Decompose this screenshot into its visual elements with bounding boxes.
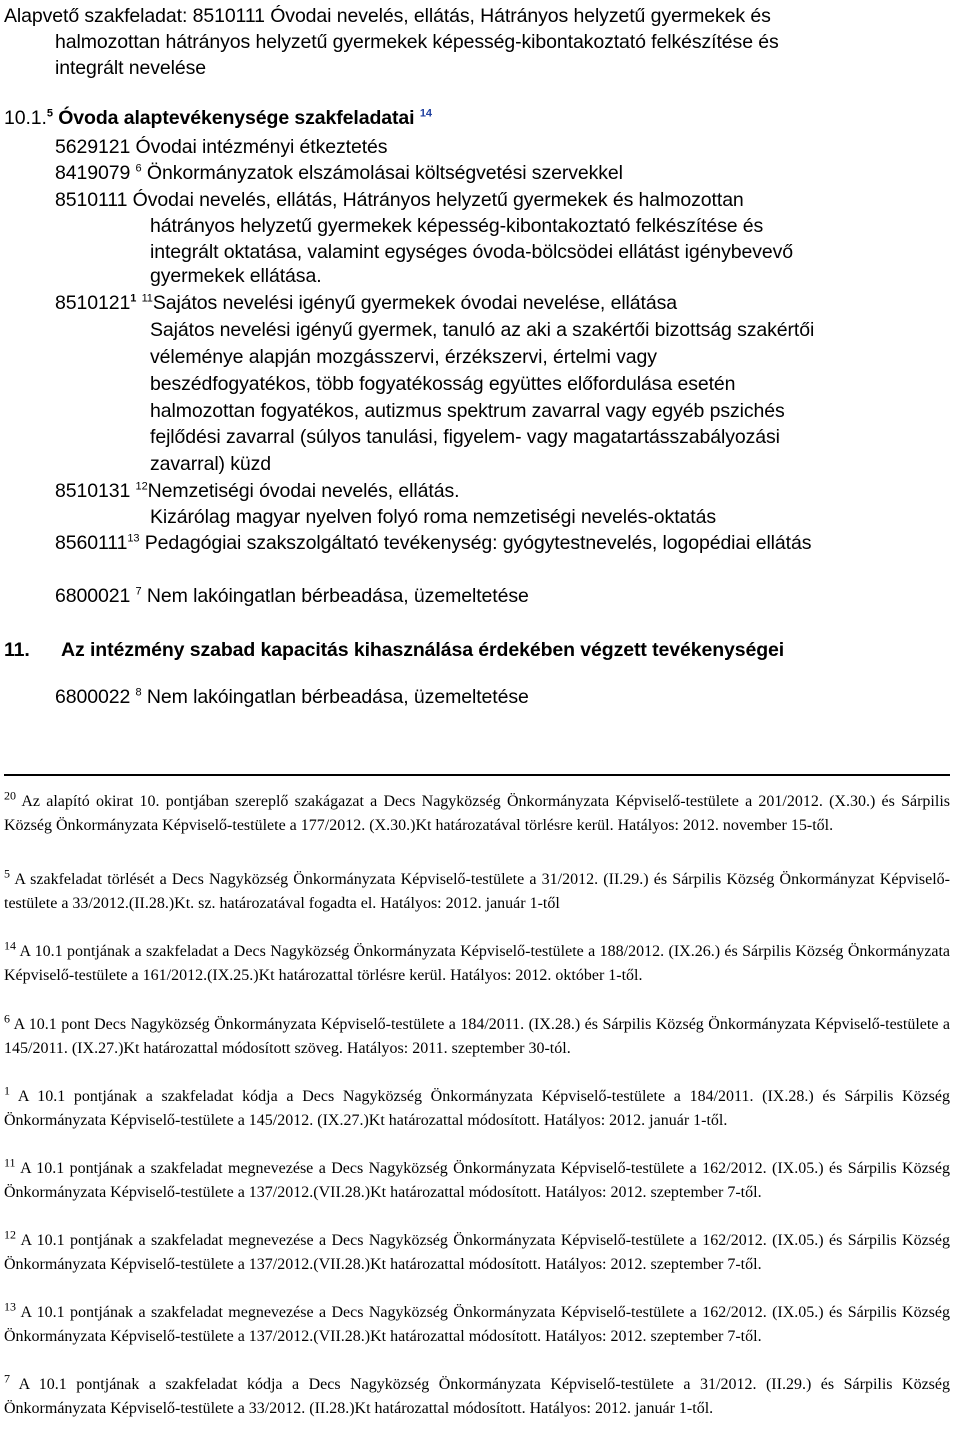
footnote-mark: 12 xyxy=(135,480,148,493)
item-8510121-line-2: véleménye alapján mozgásszervi, érzékszervi, értelmi vagy xyxy=(150,346,657,368)
footnote-13: $^{13}$ A 10.1 pontjának a szakfeladat megnevezése a Decs Nagyközség Önkormányzata Képviselő-testülete a 162/2012. (IX.05.) és Sárpilis Község Önkormányzata Képviselő-testülete a 137/2012.(VII.28.)Kt határozattal módosított. Hatályos: 2012. szeptember 7-től. xyxy=(4,1299,950,1345)
footnote-14: $^{14}$ A 10.1 pontjának a szakfeladat a Decs Nagyközség Önkormányzata Képviselő-testülete a 188/2012. (IX.26.) és Sárpilis Község Önkormányzata Képviselő-testülete a 161/2012.(IX.25.)Kt határozattal törlésre kerül. Hatályos: 2012. október 1-től. xyxy=(4,938,950,984)
footnote-6: $^6$ A 10.1 pont Decs Nagyközség Önkormányzata Képviselő-testülete a 184/2011. (IX.28.) és Sárpilis Község Önkormányzata Képviselő-testülete a 145/2011. (IX.27.)Kt határozattal módosított szöveg. Hatályos: 2011. szeptember 30-tól. xyxy=(4,1011,950,1057)
item-8510121-line-1: Sajátos nevelési igényű gyermek, tanuló az aki a szakértői bizottság szakértői xyxy=(150,319,815,341)
footnote-mark: 8 xyxy=(135,686,142,699)
footnote-number: 6 xyxy=(4,1011,10,1026)
footnote-number: 5 xyxy=(4,866,10,881)
header-line-1: Alapvető szakfeladat: 8510111 Óvodai nevelés, ellátás, Hátrányos helyzetű gyermekek és xyxy=(4,5,771,27)
item-8510121-line-6: zavarral) küzd xyxy=(150,453,272,475)
item-8510121: 8510121$^1$ $^{11}$Sajátos nevelési igényű gyermekek óvodai nevelése, ellátása xyxy=(55,292,677,314)
section-10-footnote-mark-b: 14 xyxy=(419,107,432,120)
footnote-mark: 11 xyxy=(141,292,153,305)
footnote-mark: 6 xyxy=(135,162,142,175)
footnote-number: 1 xyxy=(4,1083,10,1098)
item-8510111: 8510111 Óvodai nevelés, ellátás, Hátrányos helyzetű gyermekek és halmozottan xyxy=(55,189,744,211)
item-8510131-subline: Kizárólag magyar nyelven folyó roma nemzetiségi nevelés-oktatás xyxy=(150,506,716,528)
footnote-12: $^{12}$ A 10.1 pontjának a szakfeladat megnevezése a Decs Nagyközség Önkormányzata Képviselő-testülete a 162/2012. (IX.05.) és Sárpilis Község Önkormányzata Képviselő-testülete a 137/2012.(VII.28.)Kt határozattal módosított. Hatályos: 2012. szeptember 7-től. xyxy=(4,1227,950,1273)
footnote-separator xyxy=(4,774,950,776)
section-11-number: 11. xyxy=(4,639,30,661)
header-line-2: halmozottan hátrányos helyzetű gyermekek képesség-kibontakoztató felkészítése és xyxy=(55,31,779,53)
footnote-mark: 7 xyxy=(135,585,142,598)
item-8510131: 8510131 $^{12}$Nemzetiségi óvodai nevelés, ellátás. xyxy=(55,480,460,502)
item-5629121: 5629121 Óvodai intézményi étkeztetés xyxy=(55,136,388,158)
footnote-mark: 13 xyxy=(127,532,140,545)
item-8419079: 8419079 $^6$ Önkormányzatok elszámolásai költségvetési szervekkel xyxy=(55,162,623,184)
footnote-number: 7 xyxy=(4,1371,10,1386)
footnote-number: 20 xyxy=(4,788,16,803)
footnote-5: $^5$ A szakfeladat törlését a Decs Nagyközség Önkormányzata Képviselő-testülete a 31/2012. (II.29.) és Sárpilis Község Önkormányzat Képviselő-testülete a 33/2012.(II.28.)Kt. sz. határozatával fogadta el. Hatályos: 2012. január 1-től xyxy=(4,866,950,912)
footnote-number: 14 xyxy=(4,938,16,953)
header-line-3: integrált nevelése xyxy=(55,57,207,79)
section-10-title: Óvoda alaptevékenysége szakfeladatai xyxy=(58,107,415,129)
section-10-heading xyxy=(4,105,432,131)
section-10-number: 10.1. xyxy=(4,107,47,129)
item-8510111-line-2: hátrányos helyzetű gyermekek képesség-kibontakoztató felkészítése és xyxy=(150,215,764,237)
item-8510111-line-4: gyermekek ellátása. xyxy=(150,265,322,287)
item-8560111: 8560111$^{13}$ Pedagógiai szakszolgáltató tevékenység: gyógytestnevelés, logopédiai ellátás xyxy=(55,532,812,554)
footnote-1: $^1$ A 10.1 pontjának a szakfeladat kódja a Decs Nagyközség Önkormányzata Képviselő-testülete a 184/2011. (IX.28.) és Sárpilis Község Önkormányzata Képviselő-testülete a 145/2012. (IX.27.)Kt határozattal módosított. Hatályos: 2012. január 1-től. xyxy=(4,1083,950,1129)
footnote-20: $^{20}$ Az alapító okirat 10. pontjában szereplő szakágazat a Decs Nagyközség Önkormányzata Képviselő-testülete a 201/2012. (X.30.) és Sárpilis Község Önkormányzata Képviselő-testülete a 177/2012. (X.30.)Kt határozatával törlésre kerül. Hatályos: 2012. november 15-től. xyxy=(4,788,950,834)
footnote-11: $^{11}$ A 10.1 pontjának a szakfeladat megnevezése a Decs Nagyközség Önkormányzata Képviselő-testülete a 162/2012. (IX.05.) és Sárpilis Község Önkormányzata Képviselő-testülete a 137/2012.(VII.28.)Kt határozattal módosított. Hatályos: 2012. szeptember 7-től. xyxy=(4,1155,950,1201)
item-8510111-line-3: integrált oktatása, valamint egységes óvoda-bölcsödei ellátást igénybevevő xyxy=(150,241,793,263)
item-8510121-line-5: fejlődési zavarral (súlyos tanulási, figyelem- vagy magatartásszabályozási xyxy=(150,426,780,448)
footnote-number: 11 xyxy=(4,1155,16,1170)
section-11-title: Az intézmény szabad kapacitás kihasználása érdekében végzett tevékenységei xyxy=(61,639,785,661)
item-8510121-line-4: halmozottan fogyatékos, autizmus spektrum zavarral vagy egyéb pszichés xyxy=(150,400,785,422)
item-8510121-line-3: beszédfogyatékos, több fogyatékosság együttes előfordulása esetén xyxy=(150,373,736,395)
footnote-7: $^7$ A 10.1 pontjának a szakfeladat kódja a Decs Nagyközség Önkormányzata Képviselő-testülete a 31/2012. (II.29.) és Sárpilis Község Önkormányzata Képviselő-testülete a 33/2012. (II.28.)Kt határozattal módosított. Hatályos: 2012. január 1-től. xyxy=(4,1371,950,1417)
item-6800022: 6800022 $^8$ Nem lakóingatlan bérbeadása, üzemeltetése xyxy=(55,686,529,708)
section-11-heading xyxy=(4,637,784,663)
footnote-number: 13 xyxy=(4,1299,16,1314)
item-6800021: 6800021 $^7$ Nem lakóingatlan bérbeadása, üzemeltetése xyxy=(55,585,529,607)
footnote-mark: 1 xyxy=(130,292,137,305)
section-10-footnote-mark-a: 5 xyxy=(46,107,53,120)
footnote-number: 12 xyxy=(4,1227,16,1242)
